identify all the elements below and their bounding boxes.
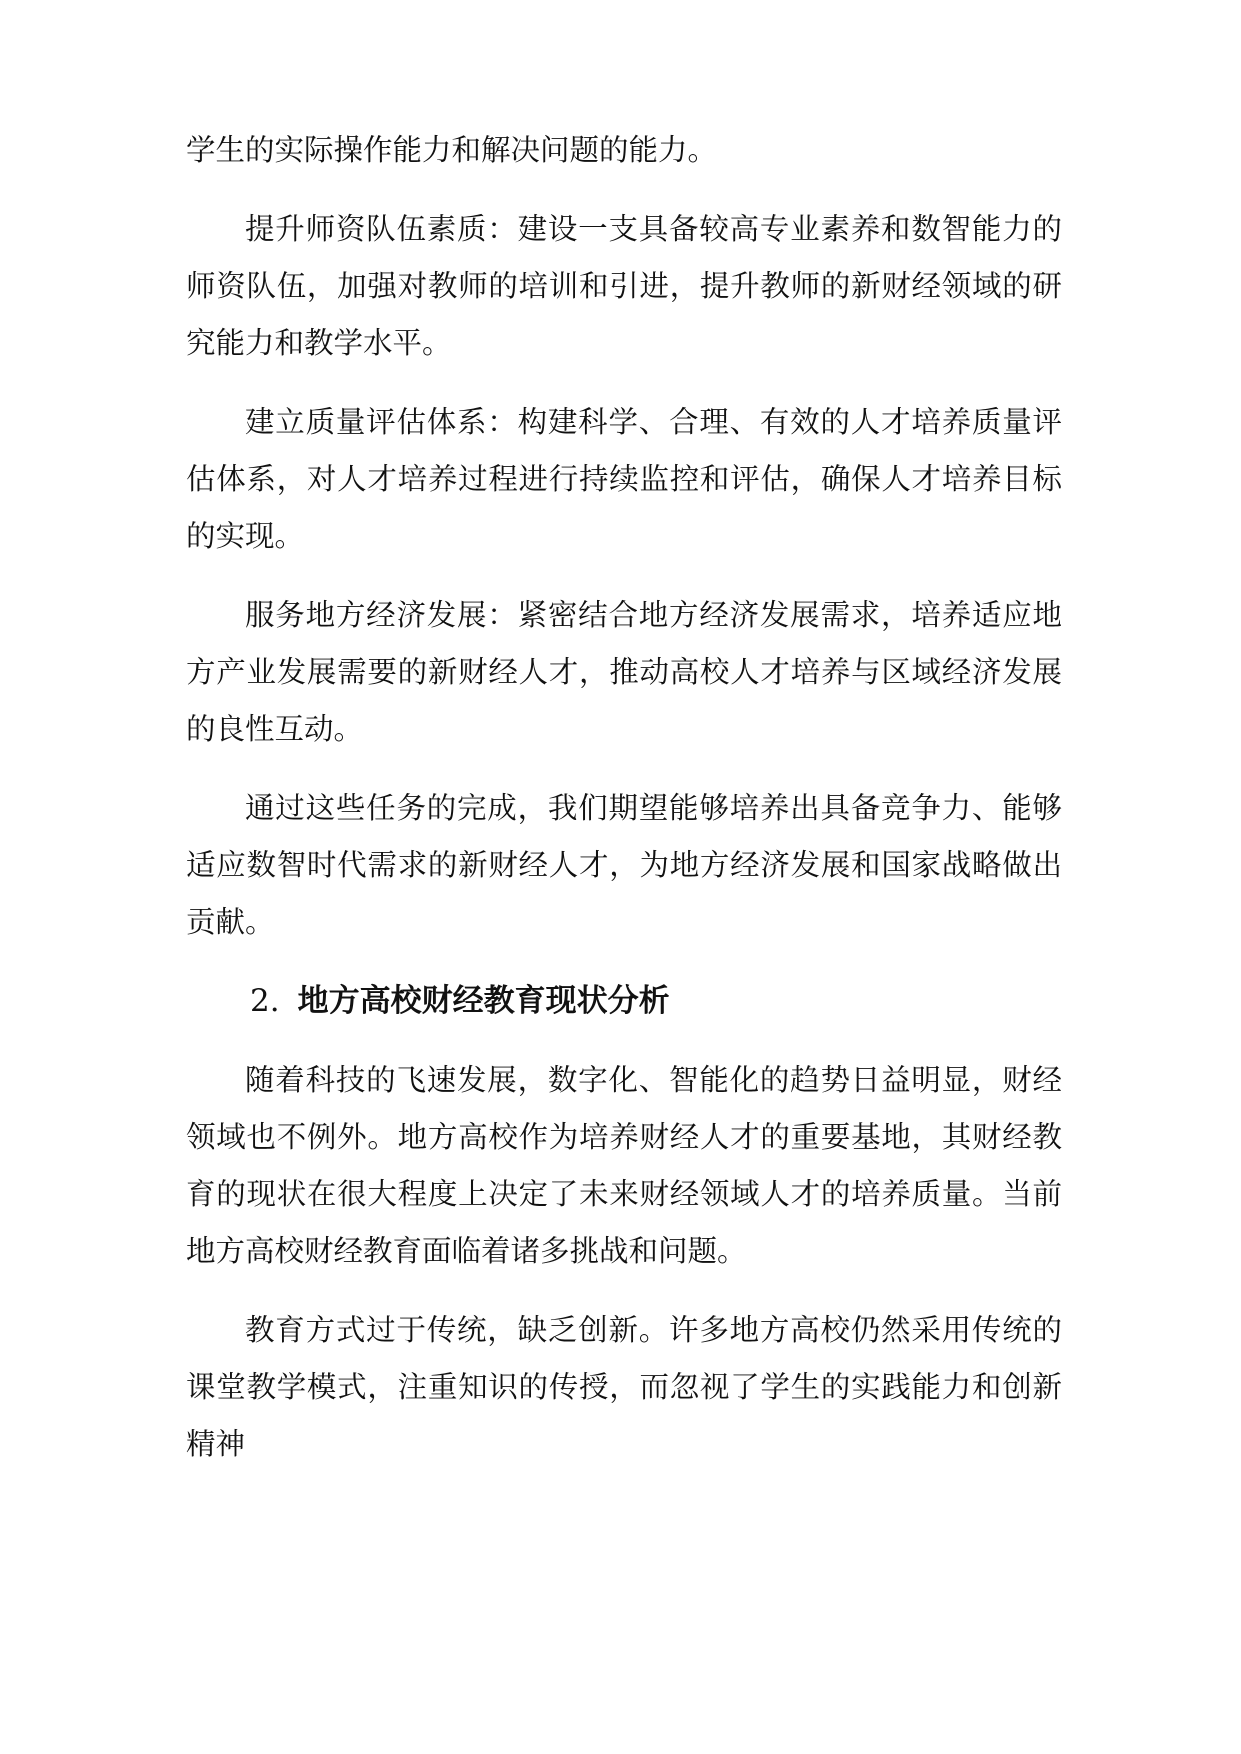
document-body [186,122,1062,1495]
paragraph-continuation: 学生的实际操作能力和解决问题的能力。 [186,133,718,167]
paragraph-status-intro: 随着科技的飞速发展，数字化、智能化的趋势日益明显，财经领域也不例外。地方高校作为培养财经人才的重要基地，其财经教育的现状在很大程度上决定了未来财经领域人才的培养质量。当前地方高校财经教育面临着诸多挑战和问题。 [186,1063,1062,1268]
paragraph-quality-evaluation: 建立质量评估体系：构建科学、合理、有效的人才培养质量评估体系，对人才培养过程进行持续监控和评估，确保人才培养目标的实现。 [186,405,1062,553]
paragraph-local-economy: 服务地方经济发展：紧密结合地方经济发展需求，培养适应地方产业发展需要的新财经人才，推动高校人才培养与区域经济发展的良性互动。 [186,598,1062,746]
paragraph-teacher-quality: 提升师资队伍素质：建设一支具备较高专业素养和数智能力的师资队伍，加强对教师的培训和引进，提升教师的新财经领域的研究能力和教学水平。 [186,212,1062,360]
paragraph-traditional-methods: 教育方式过于传统，缺乏创新。许多地方高校仍然采用传统的课堂教学模式，注重知识的传授，而忽视了学生的实践能力和创新精神 [186,1313,1062,1461]
paragraph-summary: 通过这些任务的完成，我们期望能够培养出具备竞争力、能够适应数智时代需求的新财经人才，为地方经济发展和国家战略做出贡献。 [186,791,1062,939]
section-title: 地方高校财经教育现状分析 [297,983,670,1019]
section-heading [250,973,1062,1030]
section-number: 2. [250,983,280,1019]
